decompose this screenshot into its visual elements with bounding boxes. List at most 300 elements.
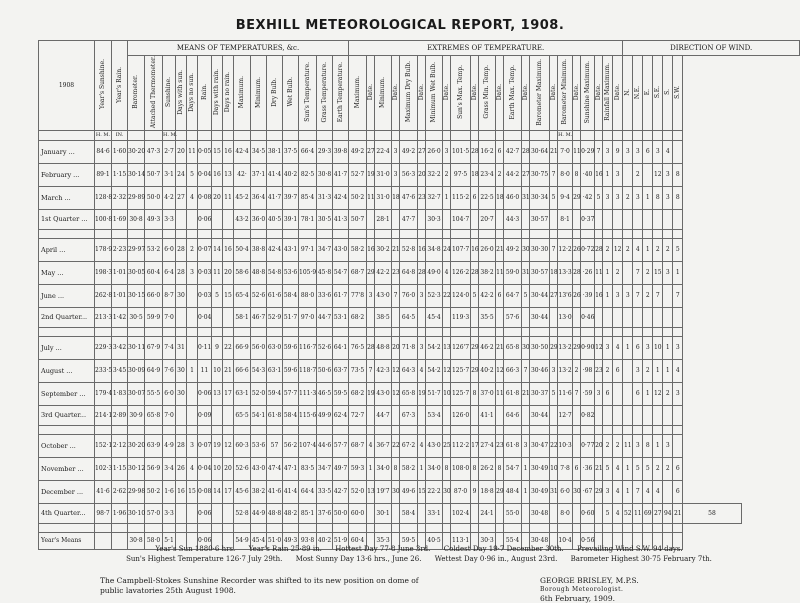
col-header <box>112 41 128 131</box>
spacer-cell <box>187 230 198 239</box>
value-cell: 48·8 <box>375 337 392 360</box>
unit-cell <box>633 131 643 141</box>
row-label: 1st Quarter ... <box>39 210 95 230</box>
value-cell: 8 <box>496 458 504 481</box>
col-header <box>367 56 375 131</box>
value-cell: 0·37 <box>581 210 595 230</box>
unit-cell <box>443 131 451 141</box>
value-cell: 66·6 <box>234 360 251 383</box>
value-cell: 4 <box>613 504 623 524</box>
value-cell <box>471 308 479 328</box>
value-cell: 7 <box>367 360 375 383</box>
row-label: December ... <box>39 481 95 504</box>
value-cell: 30·44 <box>530 285 550 308</box>
value-cell: 30·48 <box>530 533 550 550</box>
value-cell <box>663 210 673 230</box>
col-header-label: Rainfall Maximum. <box>603 63 611 121</box>
footer-years-rain: Year's Rain 25·89 in. <box>248 545 322 553</box>
value-cell: 11 <box>633 504 643 524</box>
value-cell: 125·7 <box>451 383 471 406</box>
value-cell: 14 <box>212 239 223 262</box>
spacer-cell <box>426 426 443 435</box>
value-cell: 88·0 <box>299 285 317 308</box>
value-cell: 19 <box>367 383 375 406</box>
quarter-row <box>39 308 800 328</box>
value-cell <box>212 406 223 426</box>
value-cell: 8 <box>471 458 479 481</box>
value-cell: 65·8 <box>504 337 522 360</box>
value-cell: 47·1 <box>283 458 299 481</box>
value-cell: 64·6 <box>504 406 522 426</box>
value-cell: 44·3 <box>504 210 522 230</box>
value-cell: ·36 <box>581 458 595 481</box>
value-cell <box>623 383 633 406</box>
value-cell: 21 <box>496 239 504 262</box>
value-cell <box>392 406 400 426</box>
col-header <box>400 56 418 131</box>
spacer-cell <box>267 328 283 337</box>
value-cell: 8 <box>573 164 581 187</box>
value-cell <box>653 210 663 230</box>
value-cell: 55·4 <box>504 533 522 550</box>
value-cell: 45·8 <box>317 262 333 285</box>
value-cell: 40·5 <box>267 210 283 230</box>
value-cell: 59·9 <box>145 308 163 328</box>
col-header <box>479 56 496 131</box>
value-cell: 24 <box>176 164 187 187</box>
value-cell <box>633 406 643 426</box>
value-cell: 6 <box>643 141 653 164</box>
value-cell <box>212 308 223 328</box>
value-cell: 4 <box>613 337 623 360</box>
value-cell <box>595 210 603 230</box>
value-cell: 41·6 <box>95 481 112 504</box>
value-cell: 72·7 <box>349 406 367 426</box>
value-cell: 0·03 <box>198 285 212 308</box>
value-cell: 97·0 <box>299 308 317 328</box>
spacer-cell <box>550 426 558 435</box>
value-cell: 59·6 <box>283 360 299 383</box>
spacer-cell <box>212 230 223 239</box>
value-cell: 3 <box>392 141 400 164</box>
value-cell: 4 <box>663 141 673 164</box>
value-cell: 5 <box>550 187 558 210</box>
value-cell <box>623 210 633 230</box>
value-cell: 59·6 <box>283 337 299 360</box>
unit-cell <box>418 131 426 141</box>
value-cell: 7 <box>633 262 643 285</box>
value-cell: 62·4 <box>333 406 349 426</box>
spacer-cell <box>471 524 479 533</box>
value-cell: 56·2 <box>283 435 299 458</box>
col-header-label: Days no rain. <box>224 71 231 113</box>
value-cell: 0·09 <box>198 406 212 426</box>
value-cell: 52·3 <box>426 285 443 308</box>
value-cell <box>643 308 653 328</box>
value-cell: 61·8 <box>267 406 283 426</box>
value-cell: 34·8 <box>426 239 443 262</box>
value-cell: 4·9 <box>163 435 176 458</box>
value-cell: 45·6 <box>234 481 251 504</box>
value-cell: 16 <box>223 239 234 262</box>
value-cell: 54·2 <box>426 360 443 383</box>
spacer-cell <box>443 426 451 435</box>
value-cell <box>623 262 633 285</box>
month-row <box>39 141 800 164</box>
unit-cell <box>392 131 400 141</box>
spacer-cell <box>367 426 375 435</box>
unit-cell <box>145 131 163 141</box>
value-cell: 11 <box>573 141 581 164</box>
col-header-label: Maximum. <box>238 75 245 109</box>
value-cell: 53·1 <box>333 308 349 328</box>
value-cell: 7 <box>550 164 558 187</box>
value-cell: 34·0 <box>426 458 443 481</box>
value-cell: 10 <box>653 337 663 360</box>
value-cell: ·98 <box>581 360 595 383</box>
value-cell: 45·4 <box>251 533 267 550</box>
value-cell <box>623 406 633 426</box>
value-cell: 39·7 <box>283 187 299 210</box>
col-header <box>573 56 581 131</box>
value-cell: 20 <box>418 164 426 187</box>
spacer-cell <box>145 426 163 435</box>
value-cell: 31 <box>522 262 530 285</box>
footer-prevailing-wind: Prevailing Wind S.W. 94 days. <box>577 545 683 553</box>
col-header-label: Sun's Temperature. <box>303 62 311 122</box>
value-cell: 20 <box>392 337 400 360</box>
value-cell: 4 <box>443 262 451 285</box>
spacer-cell <box>623 426 633 435</box>
value-cell: 52·9 <box>267 308 283 328</box>
value-cell: 37·5 <box>283 141 299 164</box>
value-cell: 13 <box>223 164 234 187</box>
value-cell: 16 <box>471 239 479 262</box>
value-cell <box>443 406 451 426</box>
spacer-cell <box>451 426 471 435</box>
value-cell: 214·1 <box>95 406 112 426</box>
spacer-cell <box>234 426 251 435</box>
value-cell <box>613 406 623 426</box>
value-cell: 42·2 <box>479 285 496 308</box>
value-cell: 51·7 <box>283 308 299 328</box>
value-cell: 50·4 <box>234 239 251 262</box>
value-cell: 30·2 <box>375 239 392 262</box>
value-cell: 1·01 <box>112 262 128 285</box>
value-cell: 34·5 <box>251 141 267 164</box>
value-cell: 42·7 <box>504 141 522 164</box>
col-header <box>267 56 283 131</box>
value-cell: 20 <box>223 458 234 481</box>
value-cell: 43·0 <box>375 285 392 308</box>
value-cell: 28 <box>418 262 426 285</box>
value-cell: 0·82 <box>581 406 595 426</box>
row-label: September ... <box>39 383 95 406</box>
value-cell: 20 <box>212 187 223 210</box>
value-cell: 64·8 <box>400 262 418 285</box>
unit-cell <box>504 131 522 141</box>
value-cell <box>187 308 198 328</box>
value-cell: 0·06 <box>198 533 212 550</box>
value-cell: 13 <box>443 337 451 360</box>
value-cell: 11·6 <box>558 383 573 406</box>
value-cell: 23 <box>392 262 400 285</box>
value-cell: 42·4 <box>267 239 283 262</box>
month-row <box>39 360 800 383</box>
extremes-group-header: EXTREMES OF TEMPERATURE. <box>349 41 623 56</box>
unit-cell <box>198 131 212 141</box>
value-cell: 52·0 <box>251 383 267 406</box>
value-cell <box>176 308 187 328</box>
value-cell: 15 <box>223 285 234 308</box>
value-cell: 64·1 <box>333 337 349 360</box>
unit-cell <box>663 131 673 141</box>
value-cell <box>643 164 653 187</box>
spacer-cell <box>128 328 145 337</box>
value-cell: 30 <box>573 481 581 504</box>
value-cell: 39·8 <box>333 141 349 164</box>
value-cell: 52·0 <box>349 481 367 504</box>
value-cell: 24·1 <box>479 504 496 524</box>
spacer-cell <box>400 426 418 435</box>
spacer-cell <box>234 328 251 337</box>
value-cell: 229·3 <box>95 337 112 360</box>
value-cell: 48·8 <box>251 262 267 285</box>
spacer-cell <box>375 524 392 533</box>
value-cell: 27 <box>550 285 558 308</box>
value-cell: 22 <box>550 435 558 458</box>
col-header <box>530 56 550 131</box>
value-cell: 126'7 <box>451 337 471 360</box>
spacer-cell <box>530 524 550 533</box>
value-cell: 30·50 <box>530 337 550 360</box>
value-cell: 51·0 <box>267 533 283 550</box>
spacer-cell <box>267 524 283 533</box>
spacer-cell <box>283 328 299 337</box>
value-cell: 49·9 <box>317 406 333 426</box>
value-cell: 18 <box>392 187 400 210</box>
value-cell: 44·6 <box>317 435 333 458</box>
spacer-cell <box>603 230 613 239</box>
row-label: April ... <box>39 239 95 262</box>
month-row <box>39 458 800 481</box>
value-cell <box>673 141 683 164</box>
value-cell: 6 <box>633 337 643 360</box>
value-cell: 53·4 <box>426 406 443 426</box>
value-cell: 3 <box>187 262 198 285</box>
value-cell: 15 <box>653 262 663 285</box>
spacer-cell <box>39 328 95 337</box>
unit-cell <box>187 131 198 141</box>
spacer-cell <box>479 524 496 533</box>
col-header-label: Date. <box>366 83 374 101</box>
value-cell: 10·3 <box>558 435 573 458</box>
spacer-cell <box>333 524 349 533</box>
spacer-cell <box>663 524 673 533</box>
spacer-cell <box>623 328 633 337</box>
value-cell: 38·5 <box>375 308 392 328</box>
value-cell: 11 <box>623 435 633 458</box>
col-header-label: Date. <box>549 83 557 101</box>
value-cell: 8·1 <box>558 210 573 230</box>
value-cell: 87·0 <box>451 481 471 504</box>
value-cell: 30·3 <box>426 210 443 230</box>
value-cell <box>392 308 400 328</box>
value-cell: 0·56 <box>581 533 595 550</box>
value-cell: 27 <box>367 141 375 164</box>
value-cell: 112·2 <box>451 435 471 458</box>
value-cell: 30·49 <box>530 458 550 481</box>
value-cell: 20 <box>176 141 187 164</box>
value-cell: 32·7 <box>426 187 443 210</box>
value-cell: 179·4 <box>95 383 112 406</box>
spacer-cell <box>333 230 349 239</box>
value-cell: 5 <box>673 239 683 262</box>
value-cell <box>392 210 400 230</box>
value-cell: 54·7 <box>333 262 349 285</box>
value-cell: 26·2 <box>479 458 496 481</box>
unit-cell <box>595 131 603 141</box>
value-cell: 58 <box>683 504 741 524</box>
value-cell <box>223 308 234 328</box>
value-cell: 52 <box>623 504 633 524</box>
value-cell: 6 <box>496 285 504 308</box>
value-cell: 40·5 <box>426 533 443 550</box>
value-cell <box>471 406 479 426</box>
spacer-cell <box>251 524 267 533</box>
value-cell: 1 <box>367 458 375 481</box>
value-cell: 48·2 <box>283 504 299 524</box>
col-header-label: Sun's Max. Temp. <box>456 65 464 119</box>
value-cell: 8 <box>471 383 479 406</box>
value-cell: 93·8 <box>299 533 317 550</box>
value-cell: 30·1 <box>375 504 392 524</box>
value-cell: 3 <box>187 435 198 458</box>
col-header-label: Date. <box>572 83 580 101</box>
value-cell: 61·6 <box>267 285 283 308</box>
spacer-cell <box>39 524 95 533</box>
spacer-cell <box>451 230 471 239</box>
spacer-cell <box>573 328 581 337</box>
value-cell <box>673 406 683 426</box>
value-cell: 3 <box>392 164 400 187</box>
value-cell <box>187 406 198 426</box>
value-cell <box>550 406 558 426</box>
value-cell: 61·7 <box>333 285 349 308</box>
value-cell: 29·3 <box>317 141 333 164</box>
col-header-label: Minimum. <box>254 76 262 108</box>
value-cell: 49·7 <box>333 458 349 481</box>
value-cell: 7·8 <box>558 458 573 481</box>
spacer-cell <box>212 524 223 533</box>
value-cell: 7·6 <box>163 360 176 383</box>
row-label: February ... <box>39 164 95 187</box>
value-cell: 71·8 <box>400 337 418 360</box>
value-cell <box>522 308 530 328</box>
spacer-cell <box>573 230 581 239</box>
month-row <box>39 187 800 210</box>
value-cell: 13 <box>367 481 375 504</box>
value-cell: 7·0 <box>163 308 176 328</box>
value-cell: 0·08 <box>198 481 212 504</box>
value-cell: 6 <box>471 187 479 210</box>
spacer-cell <box>223 524 234 533</box>
value-cell: 54·1 <box>251 406 267 426</box>
value-cell: 12 <box>496 360 504 383</box>
spacer-cell <box>299 328 317 337</box>
value-cell: 37·1 <box>251 164 267 187</box>
value-cell: 0·04 <box>198 458 212 481</box>
value-cell: 67·9 <box>145 337 163 360</box>
value-cell: 10 <box>212 458 223 481</box>
value-cell: 30·05 <box>128 262 145 285</box>
col-header-label: Days with sun. <box>177 69 184 115</box>
value-cell <box>613 210 623 230</box>
value-cell: 198·3 <box>95 262 112 285</box>
col-header-label: Date. <box>594 83 602 101</box>
spacer-cell <box>496 230 504 239</box>
value-cell: 30·11 <box>128 337 145 360</box>
row-label: June ... <box>39 285 95 308</box>
value-cell: 59·0 <box>504 262 522 285</box>
value-cell: 107·4 <box>299 435 317 458</box>
value-cell: 1 <box>663 360 673 383</box>
spacer-cell <box>223 426 234 435</box>
col-header <box>317 56 333 131</box>
value-cell: 233·5 <box>95 360 112 383</box>
spacer-cell <box>471 426 479 435</box>
value-cell: 30·49 <box>530 481 550 504</box>
value-cell: 128·8 <box>95 187 112 210</box>
value-cell: 125·7 <box>451 360 471 383</box>
value-cell: 30 <box>392 481 400 504</box>
signature-role: Borough Meteorologist. <box>540 585 624 593</box>
value-cell: 29 <box>367 262 375 285</box>
value-cell: 27 <box>522 164 530 187</box>
value-cell <box>643 406 653 426</box>
spacer-cell <box>112 426 128 435</box>
footer-sun-highest-temp: Sun's Highest Temperature 126·7 July 29th. <box>126 555 283 563</box>
spacer-cell <box>633 524 643 533</box>
value-cell: 7·0 <box>163 406 176 426</box>
value-cell: 56·3 <box>400 164 418 187</box>
col-header <box>128 56 145 131</box>
unit-cell <box>653 131 663 141</box>
value-cell: 108·0 <box>451 458 471 481</box>
value-cell: 1 <box>603 285 613 308</box>
value-cell: 3 <box>633 435 643 458</box>
value-cell: 85·4 <box>299 187 317 210</box>
spacer-cell <box>530 230 550 239</box>
unit-cell <box>128 131 145 141</box>
spacer-cell <box>375 426 392 435</box>
value-cell: 64·7 <box>504 285 522 308</box>
value-cell: 5 <box>471 285 479 308</box>
value-cell <box>367 308 375 328</box>
value-cell: 13·3 <box>558 262 573 285</box>
value-cell: 42·2 <box>375 262 392 285</box>
value-cell: 66·4 <box>299 141 317 164</box>
spacer-cell <box>367 328 375 337</box>
value-cell: 28·1 <box>375 210 392 230</box>
col-header-label: Date. <box>521 83 529 101</box>
value-cell: 5 <box>603 504 613 524</box>
value-cell: 66·9 <box>234 337 251 360</box>
value-cell: 2 <box>623 187 633 210</box>
row-label: October ... <box>39 435 95 458</box>
report-table-wrapper <box>38 40 800 545</box>
value-cell: 113·1 <box>451 533 471 550</box>
